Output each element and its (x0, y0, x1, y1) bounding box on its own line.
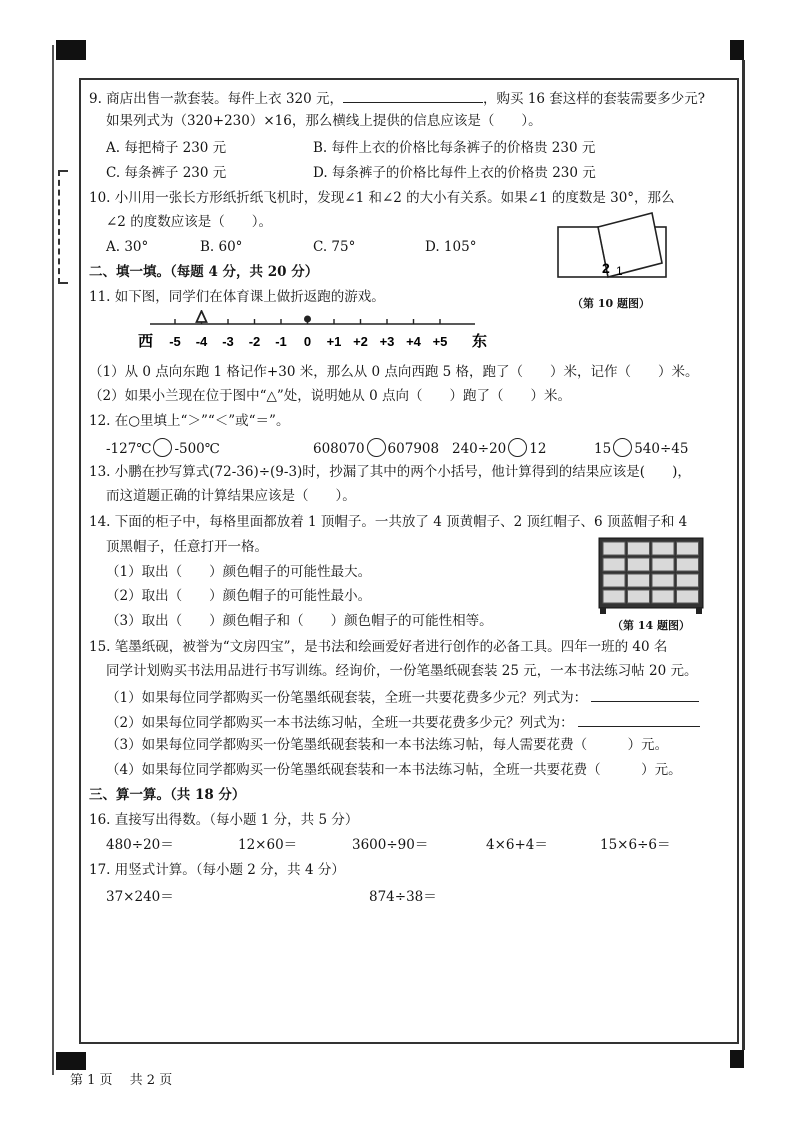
q12-c2-left: 608070 (313, 441, 365, 457)
q10-angle-2-label: 2 (602, 260, 610, 276)
q9-option-c[interactable]: C. 每条裤子 230 元 (106, 165, 227, 181)
q14-cabinet-cell (652, 558, 674, 571)
q10-angle-1-label: 1 (616, 264, 623, 278)
q14-figure-caption: （第 14 题图） (612, 619, 690, 632)
q13-line1: 13. 小鹏在抄写算式(72-36)÷(9-3)时，抄漏了其中的两个小括号，他计算得到的结果应该是( )， (89, 464, 691, 480)
q15-sub3: （3）如果每位同学都购买一份笔墨纸砚套装和一本书法练习帖，每人需要花费（ ）元。 (106, 737, 669, 753)
q14-sub2: （2）取出（ ）颜色帽子的可能性最小。 (106, 588, 372, 604)
q12-compare-1 (106, 438, 220, 458)
corner-mark-bottom-left (56, 1052, 86, 1070)
q14-cabinet-cell (628, 590, 650, 603)
q14-cabinet-cell (652, 590, 674, 603)
q12-c4-circle[interactable] (613, 438, 632, 457)
q11-number-line (100, 310, 500, 352)
q9-text-b: ，购买 16 套这样的套装需要多少元? (483, 91, 706, 107)
q15-sub4: （4）如果每位同学都购买一份笔墨纸砚套装和一本书法练习帖，全班一共要花费（ ）元。 (106, 762, 682, 778)
q9-option-a[interactable]: A. 每把椅子 230 元 (106, 140, 227, 156)
q14-sub3: （3）取出（ ）颜色帽子和（ ）颜色帽子的可能性相等。 (106, 613, 493, 629)
q12-compare-2 (313, 438, 439, 458)
q11-sub2: （2）如果小兰现在位于图中“△”处，说明她从 0 点向（ ）跑了（ ）米。 (89, 388, 571, 404)
q12-c2-right: 607908 (387, 441, 440, 457)
q11-dot-marker (304, 316, 311, 323)
q10-figure (556, 205, 671, 290)
corner-mark-top-left (56, 40, 86, 60)
q11-tick-label: +4 (406, 334, 421, 349)
binding-line-right (742, 60, 745, 1050)
q10-option-b[interactable]: B. 60° (200, 239, 243, 255)
q14-cabinet-cell (677, 542, 699, 555)
q14-cabinet-cell (677, 558, 699, 571)
q11-triangle-marker (197, 311, 207, 322)
q9-line2: 如果列式为（320+230）×16，那么横线上提供的信息应该是（ ）。 (106, 113, 542, 129)
q11-line1: 11. 如下图，同学们在体育课上做折返跑的游戏。 (89, 289, 385, 305)
binding-line-outer (52, 45, 54, 1075)
q9-option-b[interactable]: B. 每件上衣的价格比每条裤子的价格贵 230 元 (313, 140, 596, 156)
q12-compare-3 (452, 438, 546, 458)
q11-tick-label: 0 (303, 334, 312, 349)
q11-tick-label: -2 (248, 334, 261, 349)
q14-cabinet-cell (677, 574, 699, 587)
q10-option-a[interactable]: A. 30° (106, 239, 149, 255)
q14-cabinet-cell (652, 574, 674, 587)
q12-c3-left: 240÷20 (452, 441, 507, 457)
q9-blank[interactable] (343, 88, 483, 103)
q10-option-d[interactable]: D. 105° (425, 239, 477, 255)
q16-item-4: 4×6+4＝ (486, 837, 548, 853)
q15-sub1 (106, 687, 699, 707)
q11-west-label: 西 (138, 332, 154, 350)
q15-sub2-text: （2）如果每位同学都购买一本书法练习帖，全班一共要花费多少元？列式为： (106, 715, 574, 731)
section3-title: 三、算一算。（共 18 分） (89, 787, 246, 803)
q11-tick-label: -5 (169, 334, 181, 349)
q9-text-a: 9. 商店出售一款套装。每件上衣 320 元， (89, 91, 344, 107)
q9-line1 (89, 88, 705, 108)
q12-line1: 12. 在○里填上“＞”“＜”或“＝”。 (89, 413, 290, 429)
q17-item-2: 874÷38＝ (369, 889, 437, 905)
q16-item-2: 12×60＝ (238, 837, 298, 853)
q15-sub1-answer-blank[interactable] (591, 687, 699, 702)
q16-item-3: 3600÷90＝ (352, 837, 429, 853)
binding-dashes (58, 170, 68, 284)
q15-sub1-text: （1）如果每位同学都购买一份笔墨纸砚套装，全班一共要花费多少元？列式为： (106, 690, 588, 706)
q14-cabinet-cell (603, 542, 625, 555)
q14-line1: 14. 下面的柜子中，每格里面都放着 1 顶帽子。一共放了 4 顶黄帽子、2 顶红帽子、6 顶蓝帽子和 4 (89, 514, 688, 530)
q11-tick-label: -1 (275, 334, 287, 349)
q17-line1: 17. 用竖式计算。（每小题 2 分，共 4 分） (89, 862, 345, 878)
q12-c3-right: 12 (529, 441, 547, 457)
q12-c2-circle[interactable] (367, 438, 386, 457)
q11-tick-label: -4 (195, 334, 208, 349)
q11-tick-label: +3 (379, 334, 395, 349)
q11-sub1: （1）从 0 点向东跑 1 格记作+30 米，那么从 0 点向西跑 5 格，跑了（ ）米，记作（ ）米。 (89, 364, 699, 380)
q14-cabinet-cell (628, 542, 650, 555)
q16-item-5: 15×6÷6＝ (600, 837, 671, 853)
corner-mark-top-right (730, 40, 744, 60)
page-footer: 第 1 页 共 2 页 (70, 1073, 173, 1088)
q14-cabinet-cell (603, 574, 625, 587)
q12-c4-right: 540÷45 (634, 441, 689, 457)
q9-option-d[interactable]: D. 每条裤子的价格比每件上衣的价格贵 230 元 (313, 165, 596, 181)
q14-cabinet-cell (628, 574, 650, 587)
q15-line1: 15. 笔墨纸砚，被誉为“文房四宝”，是书法和绘画爱好者进行创作的必备工具。四年一班的 40 名 (89, 639, 668, 655)
corner-mark-bottom-right (730, 1050, 744, 1068)
q16-item-1: 480÷20＝ (106, 837, 174, 853)
q14-line2: 顶黑帽子，任意打开一格。 (106, 539, 268, 555)
q10-option-c[interactable]: C. 75° (313, 239, 356, 255)
q14-cabinet-foot-left (600, 608, 606, 614)
q10-line1: 10. 小川用一张长方形纸折纸飞机时，发现∠1 和∠2 的大小有关系。如果∠1 的度数是 30°，那么 (89, 190, 675, 206)
q11-tick-label: +2 (353, 334, 368, 349)
q17-item-1: 37×240＝ (106, 889, 174, 905)
q14-cabinet-cell (628, 558, 650, 571)
q16-line1: 16. 直接写出得数。（每小题 1 分，共 5 分） (89, 812, 359, 828)
q11-tick-label: -3 (222, 334, 234, 349)
q14-cabinet-foot-right (696, 608, 702, 614)
q12-c3-circle[interactable] (508, 438, 527, 457)
q12-c4-left: 15 (594, 441, 612, 457)
q13-line2: 而这道题正确的计算结果应该是（ ）。 (106, 488, 356, 504)
q15-line2: 同学计划购买书法用品进行书写训练。经询价，一份笔墨纸砚套装 25 元，一本书法练习帖 20 元。 (106, 663, 698, 679)
q10-figure-caption: （第 10 题图） (572, 297, 650, 310)
q15-sub2-answer-blank[interactable] (578, 712, 700, 727)
q12-c1-right: -500℃ (174, 441, 220, 457)
q14-cabinet-cell (603, 590, 625, 603)
q14-cabinet-figure (596, 536, 706, 616)
q14-cabinet-cell (652, 542, 674, 555)
q12-compare-4 (594, 438, 688, 458)
q10-line2: ∠2 的度数应该是（ ）。 (106, 214, 272, 230)
q14-cabinet-cell (603, 558, 625, 571)
q12-c1-left: -127℃ (106, 441, 152, 457)
q11-east-label: 东 (472, 332, 488, 350)
q12-c1-circle[interactable] (153, 438, 172, 457)
q15-sub2 (106, 712, 700, 732)
q14-cabinet-cell (677, 590, 699, 603)
q11-tick-label: +1 (326, 334, 342, 349)
q14-sub1: （1）取出（ ）颜色帽子的可能性最大。 (106, 564, 372, 580)
section2-title: 二、填一填。（每题 4 分，共 20 分） (89, 264, 319, 280)
q11-tick-label: +5 (432, 334, 448, 349)
